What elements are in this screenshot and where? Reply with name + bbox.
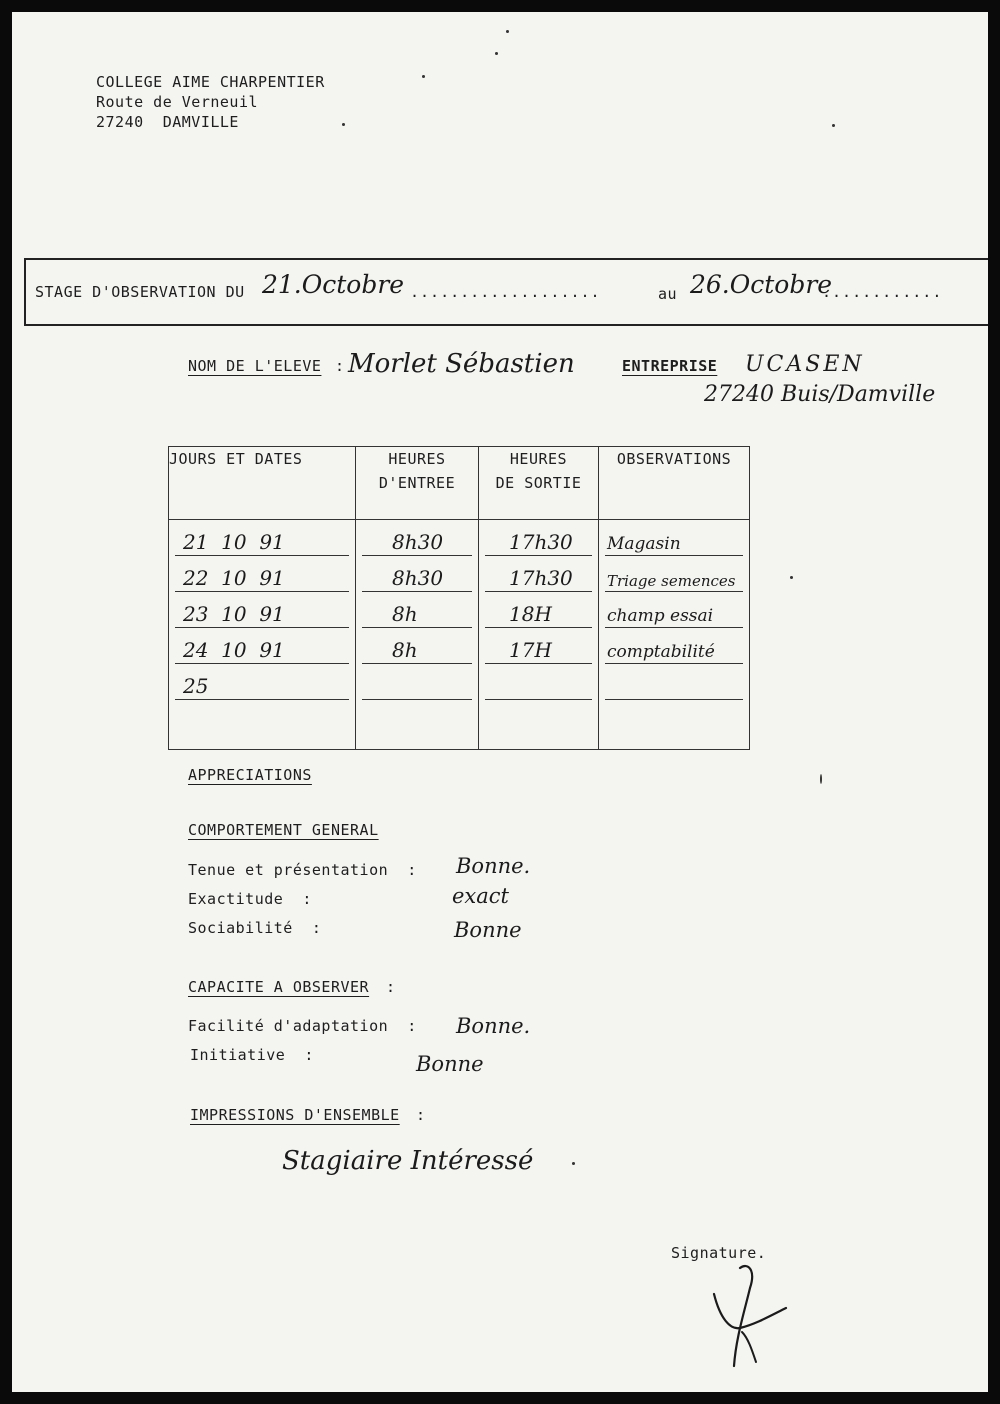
row-date: 24 10 91 [183, 638, 285, 662]
impressions-value: Stagiaire Intéressé [282, 1146, 534, 1176]
speck [495, 52, 498, 55]
stage-to: 26.Octobre [690, 270, 833, 299]
speck [572, 1162, 575, 1165]
row-observation: Magasin [607, 534, 681, 554]
stage-label: STAGE D'OBSERVATION DU [35, 283, 245, 301]
general-title: COMPORTEMENT GENERAL [188, 821, 379, 839]
row-entry: 8h30 [392, 566, 444, 590]
tenue-label: Tenue et présentation : [188, 861, 417, 879]
row-date: 21 10 91 [183, 530, 285, 554]
row-observation: champ essai [607, 606, 714, 626]
school-name: COLLEGE AIME CHARPENTIER [96, 73, 325, 91]
facilite-label: Facilité d'adaptation : [188, 1017, 417, 1035]
exactitude-value: exact [452, 884, 509, 908]
col-exit [479, 520, 599, 750]
impressions-colon: : [416, 1106, 426, 1124]
header-observations: OBSERVATIONS [599, 447, 750, 520]
company-name: UCASEN [745, 352, 865, 377]
dotted-leader: ................... [410, 283, 601, 301]
speck [506, 30, 509, 33]
school-city: 27240 DAMVILLE [96, 113, 239, 131]
row-observation: Triage semences [607, 572, 736, 590]
company-label: ENTREPRISE [622, 357, 718, 375]
student-name: Morlet Sébastien [348, 349, 575, 379]
header-entry: HEURES D'ENTREE [356, 447, 479, 520]
dotted-leader: ............ [822, 283, 943, 301]
row-date: 25 [183, 674, 209, 698]
row-entry: 8h [392, 602, 418, 626]
signature-icon [700, 1258, 800, 1373]
document-page [12, 12, 988, 1392]
stage-to-label: au [658, 285, 678, 303]
row-exit: 17H [509, 638, 552, 662]
school-street: Route de Verneuil [96, 93, 259, 111]
facilite-value: Bonne. [456, 1014, 531, 1038]
impressions-title: IMPRESSIONS D'ENSEMBLE [190, 1106, 400, 1124]
row-exit: 17h30 [509, 530, 573, 554]
initiative-value: Bonne [416, 1052, 484, 1076]
signature-label: Signature. [671, 1244, 767, 1262]
speck [422, 75, 425, 78]
speck [832, 124, 835, 127]
col-dates [169, 520, 356, 750]
row-entry: 8h30 [392, 530, 444, 554]
row-observation: comptabilité [607, 642, 715, 662]
speck [790, 576, 793, 579]
student-sep: : [335, 357, 345, 375]
company-address: 27240 Buis/Damville [704, 382, 936, 407]
header-exit: HEURES DE SORTIE [479, 447, 599, 520]
speck [820, 774, 822, 784]
col-observations [599, 520, 750, 750]
sociabilite-value: Bonne [454, 918, 522, 942]
header-days: JOURS ET DATES [169, 447, 356, 520]
tenue-value: Bonne. [456, 854, 531, 878]
row-exit: 17h30 [509, 566, 573, 590]
speck [342, 123, 345, 126]
row-entry: 8h [392, 638, 418, 662]
capacite-colon: : [386, 978, 396, 996]
appreciations-title: APPRECIATIONS [188, 766, 312, 784]
col-entry [356, 520, 479, 750]
sociabilite-label: Sociabilité : [188, 919, 322, 937]
stage-from: 21.Octobre [262, 270, 405, 299]
row-exit: 18H [509, 602, 552, 626]
attendance-table [168, 446, 750, 750]
initiative-label: Initiative : [190, 1046, 314, 1064]
exactitude-label: Exactitude : [188, 890, 312, 908]
student-label: NOM DE L'ELEVE [188, 357, 322, 375]
capacite-title: CAPACITE A OBSERVER [188, 978, 370, 996]
row-date: 23 10 91 [183, 602, 285, 626]
row-date: 22 10 91 [183, 566, 285, 590]
signature-mark [700, 1258, 800, 1373]
